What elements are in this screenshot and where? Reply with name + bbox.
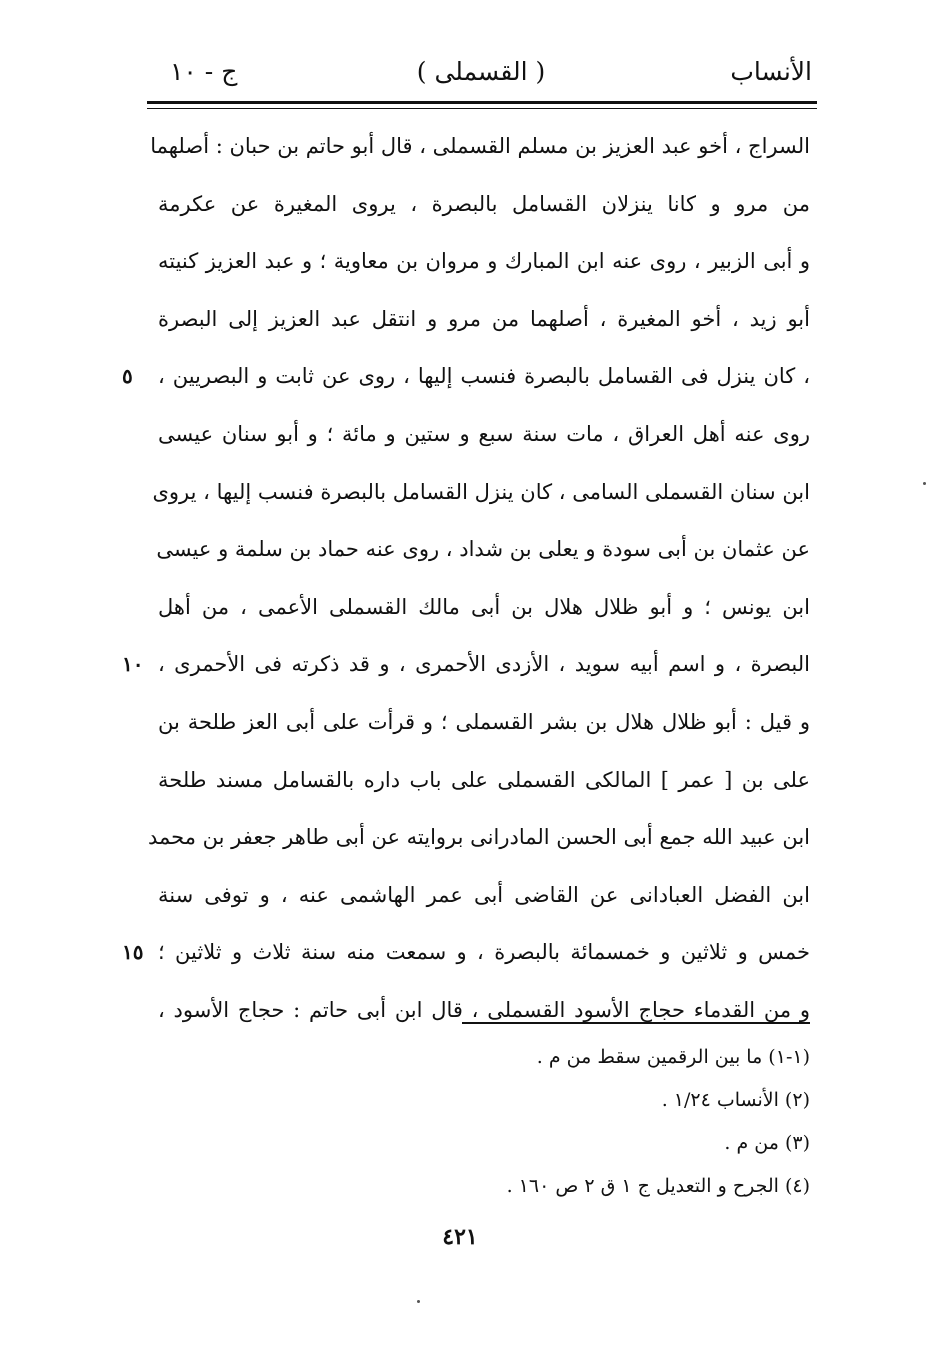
text-line <box>158 982 810 1040</box>
footnote: (٤) الجرح و التعديل ج ١ ق ٢ ص ١٦٠ . <box>506 1175 810 1197</box>
text-line <box>148 809 810 867</box>
running-header <box>150 52 812 92</box>
margin-line-number: ٥ <box>122 364 133 389</box>
text-line-content: ، كان ينزل فى القسامل بالبصرة فنسب إليها ، روى عن ثابت و البصريين ، <box>158 364 810 389</box>
text-line <box>122 636 810 694</box>
text-line-content: و قيل : أبو ظلال هلال بن بشر القسملى ؛ و قرأت على أبى العز طلحة بن <box>158 709 810 734</box>
text-line <box>152 464 810 522</box>
header-rule-thin <box>147 108 817 109</box>
text-line <box>150 118 810 176</box>
text-line-content: ابن يونس ؛ و أبو ظلال هلال بن أبى مالك القسملى الأعمى ، من أهل <box>158 594 810 619</box>
text-line-content: خمس و ثلاثين و خمسمائة بالبصرة ، و سمعت منه سنة ثلاث و ثلاثين ؛ <box>158 940 810 965</box>
text-line-content: روى عنه أهل العراق ، مات سنة سبع و ستين و مائة ؛ و أبو سنان عيسى <box>158 421 810 446</box>
footnote: (٣) من م . <box>724 1132 810 1154</box>
footnote: (٢) الأنساب ١/٢٤ . <box>661 1089 810 1111</box>
text-line-content: البصرة ، و اسم أبيه سويد ، الأزدى الأحمرى ، و قد ذكرته فى الأحمرى ، <box>158 652 810 677</box>
main-text <box>122 118 810 1040</box>
text-line <box>158 233 810 291</box>
text-line-content: السراج ، أخو عبد العزيز بن مسلم القسملى ، قال أبو حاتم بن حبان : أصلهما <box>150 134 810 158</box>
text-line-content: عن عثمان بن أبى سودة و يعلى بن شداد ، روى عنه حماد بن سلمة و عيسى <box>156 537 810 562</box>
footnote: (١-١) ما بين الرقمين سقط من م . <box>536 1046 810 1068</box>
text-line <box>158 752 810 810</box>
header-volume: ج - ١٠ <box>170 57 238 86</box>
text-line <box>158 521 810 579</box>
scan-speck <box>923 482 926 485</box>
text-line <box>158 176 810 234</box>
text-line <box>158 867 810 925</box>
text-line <box>122 348 810 406</box>
text-line <box>158 291 810 349</box>
header-entry-title: ( القسملى ) <box>416 57 546 86</box>
text-line-content: و أبى الزبير ، روى عنه ابن المبارك و مروان بن معاوية ؛ و عبد العزيز كنيته <box>158 249 810 274</box>
text-line-content: أبو زيد ، أخو المغيرة ، أصلهما من مرو و انتقل عبد العزيز إلى البصرة <box>158 306 810 331</box>
footnotes <box>380 1036 810 1208</box>
page-number: ٤٢١ <box>442 1224 478 1250</box>
margin-line-number: ١٥ <box>122 940 144 965</box>
footnote-separator <box>462 1022 810 1024</box>
text-line-content: من مرو و كانا ينزلان القسامل بالبصرة ، يروى المغيرة عن عكرمة <box>158 191 810 216</box>
header-book-title: الأنساب <box>730 57 812 86</box>
text-line <box>158 579 810 637</box>
text-line-content: ابن عبيد الله جمع أبى الحسن المادرانى بروايته عن أبى طاهر جعفر بن محمد <box>148 825 810 850</box>
text-line <box>158 406 810 464</box>
text-line-content: ابن الفضل العبادانى عن القاضى أبى عمر الهاشمى عنه ، و توفى سنة <box>158 882 810 907</box>
text-line-content: ابن سنان القسملى السامى ، كان ينزل القسامل بالبصرة فنسب إليها ، يروى <box>152 479 810 504</box>
margin-line-number: ١٠ <box>122 652 144 677</box>
text-line-content: و من القدماء حجاج الأسود القسملى ، قال ابن أبى حاتم : حجاج الأسود ، <box>158 997 810 1022</box>
text-line <box>158 694 810 752</box>
scan-speck <box>417 1300 420 1303</box>
text-line <box>122 924 810 982</box>
text-line-content: على بن [ عمر ] المالكى القسملى على باب داره بالقسامل مسند طلحة <box>158 767 810 792</box>
header-rule-thick <box>147 101 817 104</box>
